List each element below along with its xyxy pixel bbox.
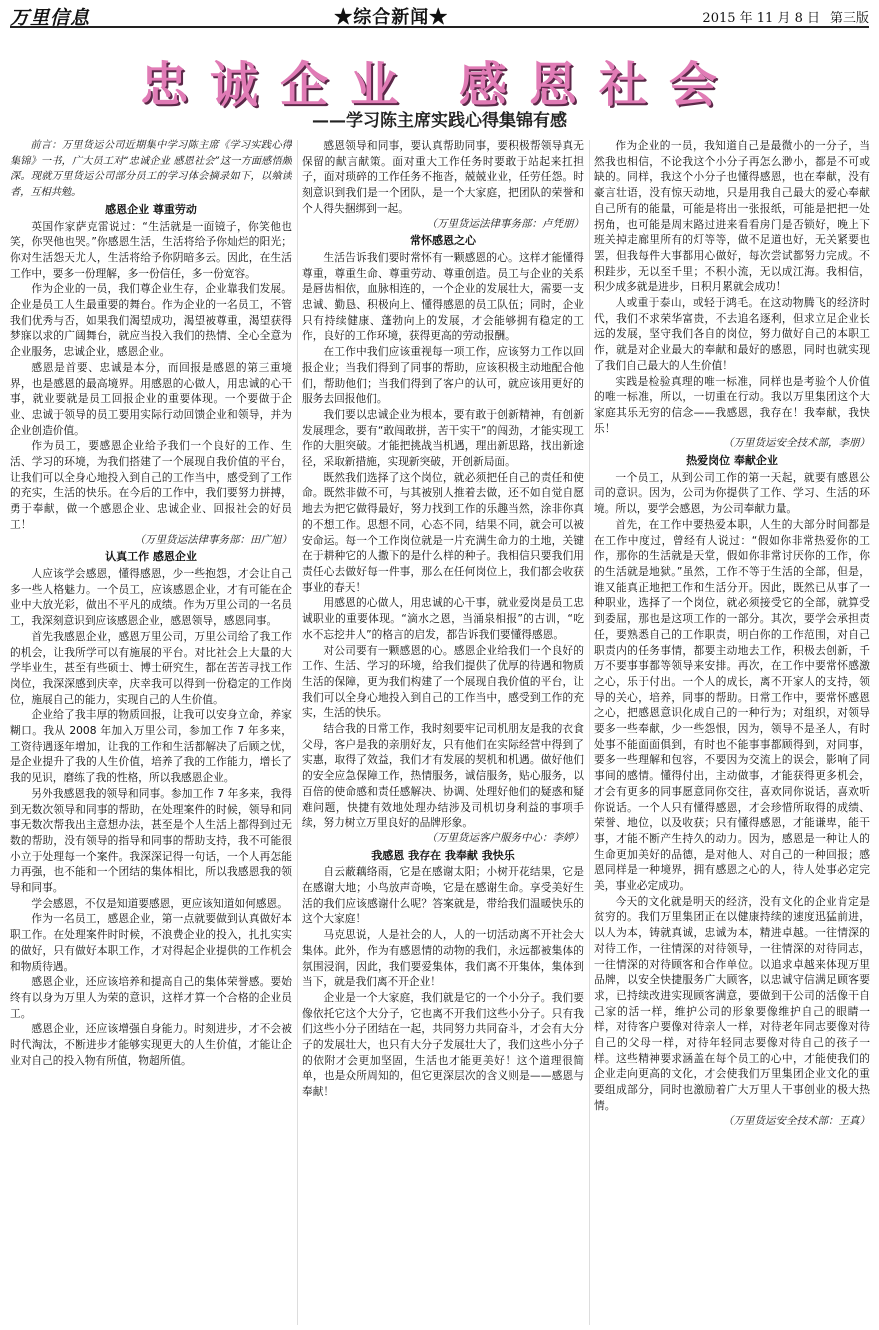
page-number: 第三版 xyxy=(829,10,869,26)
page-header xyxy=(10,6,869,28)
column-divider xyxy=(297,140,298,1325)
article-paragraph: 在工作中我们应该重视每一项工作，应该努力工作以回报企业；当我们得到了同事的帮助，应该积极主动地配合他们，帮助他们；当我们得到了客户的认可，就应该用更好的服务去回报他们。 xyxy=(302,345,584,406)
author-signature: （万里货运安全技术部：王真） xyxy=(723,1114,870,1127)
article-paragraph: 企业给了我丰厚的物质回报，让我可以安身立命，养家糊口。我从 2008 年加入万里公司，参加工作 7 年多来，工资待遇逐年增加，让我的工作和生活都解决了后顾之忧，是企业提升了我的人生价值，培养了我的工作能力，增长了我的见识，磨练了我的性格，所以我感恩企业。 xyxy=(10,708,292,785)
intro-paragraph: 前言：万里货运公司近期集中学习陈主席《学习实践心得集锦》一书，广大员工对“忠诚企业 感恩社会”这一方面感悟颇深。现就万里货运公司部分员工的学习体会摘录如下，以飨读者，互相共勉。 xyxy=(10,140,292,199)
column-divider xyxy=(589,140,590,1325)
article-paragraph: 首先我感恩企业，感恩万里公司，万里公司给了我工作的机会，让我所学可以有施展的平台。对比社会上大量的大学毕业生，甚至有些硕士、博士研究生，都在苦苦寻找工作岗位，我深深感到庆幸，庆幸我可以得到一份稳定的工作岗位，施展自己的能力，实现自己的人生价值。 xyxy=(10,629,292,706)
author-signature: （万里货运安全技术部，李朋） xyxy=(723,437,870,450)
article-paragraph: 实践是检验真理的唯一标准，同样也是考验个人价值的唯一标准，所以，一切重在行动。我以万里集团这个大家庭其乐无穷的信念——我感恩，我存在！我奉献，我快乐！ xyxy=(594,374,870,435)
article-paragraph: 既然我们选择了这个岗位，就必须把任自己的责任和使命。既然非做不可，与其被别人推着去做，还不如自觉自愿地去为把它做得最好，努力找到工作的乐趣当然，涂非你真的不想工作。思想不同，心态不同，结果不同，就会可以被安命运。每一个工作岗位就是一片充满生命力的土地，关键在于耕种它的人撒下的是什么样的种子。我相信只要我们用责任心去做好每一件事，那么在任何岗位上，我们都会收获事业的春天！ xyxy=(302,470,584,594)
author-signature: （万里货运法律事务部：卢凭朋） xyxy=(426,217,584,230)
issue-date: 2015 年 11 月 8 日 xyxy=(702,10,820,26)
dateline xyxy=(692,7,869,26)
article-heading: 热爱岗位 奉献企业 xyxy=(686,454,778,468)
article-paragraph: 感恩领导和同事，要认真帮助同事，要积极帮领导真无保留的献言献策。面对重大工作任务时要敢于站起来扛担子，面对琐碎的工作任务不拖沓，兢兢业业，任劳任怨。时刻意识到我们是一个团队，是一个大家庭，把团队的荣誉和个人得失捆绑到一起。 xyxy=(302,139,584,215)
article-paragraph: 人应该学会感恩，懂得感恩，少一些抱怨，才会让自己多一些人格魅力。一个员工，应该感恩企业，才有可能在企业中大放光彩，做出不平凡的成绩。作为万里公司的一名员工，我深刻意识到应该感恩企业，感恩领导，感恩同事。 xyxy=(10,566,292,628)
article-paragraph: 马克思说，人是社会的人，人的一切活动离不开社会大集体。此外，作为有感恩情的动物的我们，永远都被集体的氛围浸润，因此，我们要爱集体，我们离不开集体，集体到当下，就是我们离不开企业！ xyxy=(302,928,584,989)
article-paragraph: 一个员工，从到公司工作的第一天起，就要有感恩公司的意识。因为，公司为你提供了工作、学习、生活的环境。所以，要学会感恩，为公司奉献力量。 xyxy=(594,470,870,516)
headline: 忠诚企业 感恩社会 xyxy=(140,57,739,113)
article-paragraph: 作为员工，要感恩企业给予我们一个良好的工作、生活、学习的环境，为我们搭建了一个展现自我价值的平台，让我们可以全身心地投入到自己的工作当中，感受到了工作的充实，生活的快乐。在今后的工作中，我们要努力拼搏，勇于奉献，做一个感恩企业、忠诚企业、回报社会的好员工！ xyxy=(10,439,292,531)
article-paragraph: 人或重于泰山，或轻于鸿毛。在这动物腾飞的经济时代，我们不求荣华富贵，不去追名逐利，但求立足企业长远的发展，坚守我们各自的岗位，努力做好自己的本职工作，就是对企业最大的奉献和最好的感恩，同时也就实现了我们自己最大的人生价值！ xyxy=(594,296,870,372)
article-paragraph: 自云蔽藕络雨，它是在感谢太阳；小树开花结果，它是在感谢大地；小鸟放声奇唤，它是在感谢生命。享受美好生活的我们应该感谢什么呢？答案就是，带给我们温暖快乐的这个大家庭！ xyxy=(302,865,584,926)
masthead: 万里信息 xyxy=(10,6,91,29)
column-1 xyxy=(10,138,292,1328)
article-heading: 感恩企业 尊重劳动 xyxy=(105,202,197,216)
article-paragraph: 今天的文化就是明天的经济，没有文化的企业肯定是贫穷的。我们万里集团正在以健康持续的速度迅猛前进，以人为本，铸就真诚，忠诚为本，精进卓越。一往情深的对待工作，一往情深的对待领导，一往情深的对待同志，一往情深的对待顾客和合作单位。以追求卓越来体现万里品牌，以安全快捷服务广大顾客，以忠诚守信满足顾客要求，已持续改进实现顾客满意，要做到干公司的活像干自己家的活一样，维护公司的形象要像维护自己的眼睛一样，对待客户要像对待亲人一样，对待老年同志要像对待自己的父母一样，对待年轻同志要像对待自己的孩子一样。这些精神要求涵盖在每个员工的心中，才能使我们的企业走向更高的文化，才会使我们万里集团企业文化的重要组成部分，同时也激励着广大万里人干事创业的极大热情。 xyxy=(594,894,870,1112)
article-paragraph: 英国作家萨克雷说过：“生活就是一面镜子，你笑他也笑，你哭他也哭。”你感恩生活，生活将给予你灿烂的阳光；你对生活怨天尤人，生活将给予你阴暗多云。因此，在生活工作中，要多一份理解，多一份信任，多一份宽容。 xyxy=(10,219,292,280)
article-paragraph: 对公司要有一颗感恩的心。感恩企业给我们一个良好的工作、生活、学习的环境，给我们提供了优厚的待遇和物质生活的保障，更为我们构建了一个展现自我价值的平台，让我们可以全身心地投入到自己的工作当中，感受到工作的充实，生活的快乐。 xyxy=(302,643,584,720)
article-paragraph: 另外我感恩我的领导和同事。参加工作 7 年多来，我得到无数次领导和同事的帮助，在处理案件的时候，领导和同事无数次帮我出主意想办法，甚至是个人生活上都得到过无数的帮助，没有领导的指导和同事的帮助支持，我不可能很小立于处理每一个案件。我深深记得一句话，一个人再怎能力再强，也不能和一个团结的集体相比，所以我感恩我的领导和同事。 xyxy=(10,786,292,895)
article-heading: 我感恩 我存在 我奉献 我快乐 xyxy=(371,848,515,862)
column-2 xyxy=(302,138,584,1328)
article-paragraph: 结合我的日常工作，我时刻要牢记司机朋友是我的衣食父母，客户是我的亲朋好友，只有他们在实际经营中得到了实惠，取得了效益，我们才有发展的契机和机遇。做好他们的安全应急保障工作，热情服务，诚信服务，贴心服务，以百倍的使命感和责任感解决、协调、处理好他们的疑惑和疑难问题，快捷有效地处理办结涉及司机切身利益的事项手续，努力树立万里良好的品牌形象。 xyxy=(302,722,584,830)
article-paragraph: 学会感恩，不仅是知道要感恩，更应该知道如何感恩。 xyxy=(31,896,288,910)
author-signature: （万里货运客户服务中心：李婷） xyxy=(426,831,584,844)
article-paragraph: 作为一名员工，感恩企业，第一点就要做到认真做好本职工作。在处理案件时时候，不浪费企业的投入，扎扎实实的做好，只有做好本职工作，才对得起企业提供的工作机会和物质待遇。 xyxy=(10,912,292,973)
article-paragraph: 感恩企业，还应该增强自身能力。时刻进步，才不会被时代淘汰，不断进步才能够实现更大的人生价值，才能让企业对自己的投入物有所值，物超所值。 xyxy=(10,1022,292,1067)
article-heading: 认真工作 感恩企业 xyxy=(105,550,197,564)
article-paragraph: 用感恩的心做人，用忠诚的心干事，就业爱岗是员工忠诚职业的重要体现。“滴水之恩，当涌泉相报”的古训，“吃水不忘挖井人”的格言的启发，都告诉我们要懂得感恩。 xyxy=(302,596,584,641)
subheadline: ——学习陈主席实践心得集锦有感 xyxy=(312,111,567,131)
section-title: ★综合新闻★ xyxy=(334,7,449,28)
article-paragraph: 生活告诉我们要时常怀有一颗感恩的心。这样才能懂得尊重，尊重生命、尊重劳动、尊重创造。员工与企业的关系是唇齿相依，血脉相连的，一个企业的发展壮大，需要一支忠诚、勤恳、积极向上、懂得感恩的员工队伍；同时，企业只有持续健康、蓬勃向上的发展，才会能够拥有稳定的工作，良好的工作环境，获得更高的劳动报酬。 xyxy=(302,250,584,343)
article-paragraph: 首先，在工作中要热爱本职，人生的大部分时间都是在工作中度过，曾经有人说过：“假如你非常热爱你的工作，那你的生活就是天堂，假如你非常讨厌你的工作，你的生活就是地狱。”虽然，工作不等于生活的全部，但是，谁又能真正地把工作和生活分开。因此，既然已从事了一种职业，选择了一个岗位，就必须接受它的全部，就算受到委屈，那也是这项工作的一部分。其次，要学会承担责任，要熟悉自己的工作职责，明白你的工作范围，对自己职责内的任务事情，都要主动地去工作，积极去创新，千万不要事事都等领导来安排。再次，在工作中要常怀感激之心，乐于付出。一个人的成长，离不开家人的支持，领导的关心，培养，同事的帮助。日常工作中，要常怀感恩之心，把感恩意识化成自己的一种行为；对组织，对领导要多一些奉献，少一些怨恨，因为，领导不是圣人，有时处事不能面面俱到，有时也不能事事都顾得到，对同事，要多一些理解和包容，不要因为交流上的误会，影响了同事间的感情。懂得付出，主动做事，才能获得更多机会，才会有更多的同事愿意同你交往，喜欢同你说话，喜欢听你说话。一个人只有懂得感恩，才会珍惜所取得的成绩、荣誉、地位，以及收获；只有懂得感恩，才能谦卑，能干事，才能不断产生持久的动力。因为，感恩是一种让人的生命更加美好的品德，是对他人、对自己的一种回报；感恩同样是一种境界，拥有感恩之心的人，待人处事必定完美，事业必定成功。 xyxy=(594,517,870,893)
article-paragraph: 作为企业的一员，我们尊企业生存，企业靠我们发展。企业是员工人生最重要的舞台。作为企业的一名员工，不管我们优秀与否，如果我们渴望成功，渴望被尊重，渴望获得梦寐以求的广阔舞台，就应当投入我们的热情、全心全意为企业服务，忠诚企业，感恩企业。 xyxy=(10,282,292,359)
article-paragraph: 感恩企业，还应该培养和提高自己的集体荣誉感。要始终有以身为万里人为荣的意识，这样才算一个合格的企业员工。 xyxy=(10,975,292,1020)
article-heading: 常怀感恩之心 xyxy=(410,234,476,248)
column-3 xyxy=(594,138,870,1328)
author-signature: （万里货运法律事务部：田广旭） xyxy=(134,533,292,546)
article-paragraph: 企业是一个大家庭，我们就是它的一个小分子。我们要像依托它这个大分子，它也离不开我们这些小分子。只有我们这些小分子团结在一起，共同努力共同奋斗，才会有大分子的发展壮大，也只有大分子发展壮大了，我们这些小分子的依附才会更加坚固，生活也才能更美好！这个道理很简单，也是众所周知的，但它更深层次的含义则是——感恩与奉献！ xyxy=(302,990,584,1099)
article-paragraph: 作为企业的一员，我知道自己是最微小的一分子，当然我也相信，不论我这个小分子再怎么渺小，都是不可或缺的。同样，我这个小分子也懂得感恩，也在奉献，没有豪言壮语，没有惊天动地，只是用我自己最大的爱心奉献自己所有的能量，可能是将出一张报纸，可能是把把一处拐角，也可能是周末路过进来看看房门是否锁好，晚上下班关掉走廊里所有的灯等等，做不足道也好，无关紧要也罢，但我每件大事都用心做好，每次尝试都努力完成。不积跬步，无以至千里；不积小流，无以成江海。我相信，积少成多就是进步，日积月累就会成功！ xyxy=(594,139,870,294)
article-paragraph: 感恩是首要、忠诚是本分，而回报是感恩的第三重境界，也是感恩的最高境界。用感恩的心做人，用忠诚的心干事，就业要就是员工回报企业的重要体现。一个要做于企业、忠诚于领导的员工要用实际行动回馈企业和领导，并为企业创造价值。 xyxy=(10,360,292,437)
article-paragraph: 我们要以忠诚企业为根本，要有敢于创新精神，有创新发展理念，要有“敢闯敢拼，苦干实干”的闯劲，才能实现工作的大胆突破。才能把挑战当机遇，理出新思路，找出新途径，采取新措施，实现新突破，开创新局面。 xyxy=(302,407,584,469)
